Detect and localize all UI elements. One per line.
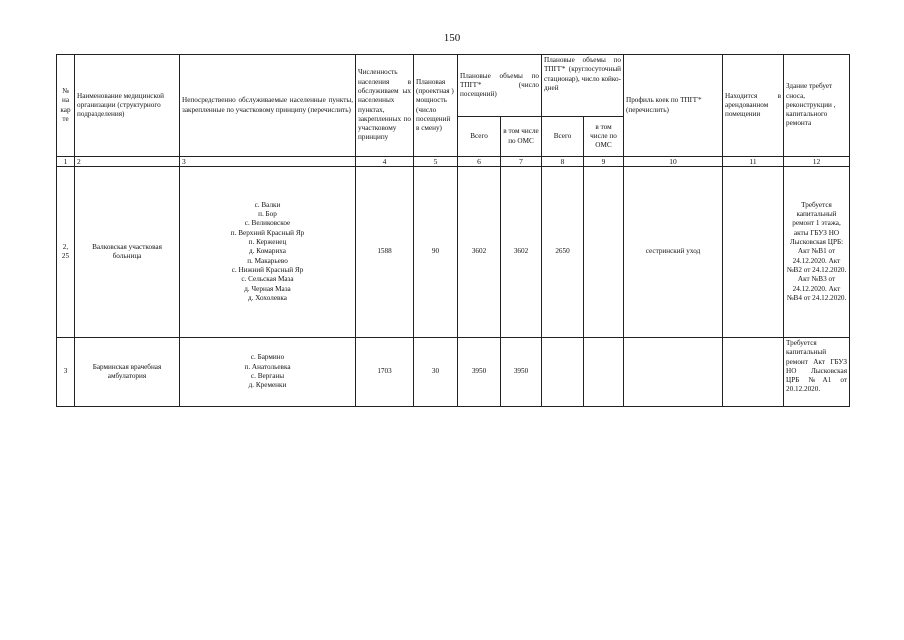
column-number: 3	[180, 157, 356, 167]
column-numbers-row	[57, 157, 850, 167]
settlement: с. Бармино	[250, 353, 285, 362]
settlement: п. Керженец	[248, 238, 287, 247]
column-number: 8	[542, 157, 584, 167]
row-organization: Валковская участковая больница	[75, 167, 180, 338]
settlement: с. Великовское	[244, 219, 291, 228]
row-repair: Требуется капитальный ремонт 1 этажа, акты ГБУЗ НО Лысковская ЦРБ: Акт №В1 от 24.12.2020. Акт №В2 от 24.12.2020. Акт №В3 от 24.12.2020. Акт №В4 от 24.12.2020.	[784, 167, 850, 338]
settlement: с. Валки	[254, 200, 281, 209]
row-population: 1703	[356, 338, 414, 407]
row-rented	[723, 167, 784, 338]
settlement: п. Анатольевка	[244, 362, 291, 371]
row-num: 3	[57, 338, 75, 407]
settlement: п. Бор	[258, 210, 277, 219]
settlement: с. Сельская Маза	[241, 275, 294, 284]
header-beds-total: Всего	[542, 117, 584, 157]
row-population: 1588	[356, 167, 414, 338]
settlement: д. Хохолевка	[248, 293, 287, 302]
column-number: 9	[584, 157, 624, 167]
row-beds-total: 2650	[542, 167, 584, 338]
row-settlements	[180, 338, 356, 407]
column-number: 11	[723, 157, 784, 167]
header-population: Численность населения в обслуживаем ых населенных пунктах, закрепленных по участковому принципу	[356, 55, 414, 157]
settlement: п. Макарьево	[247, 256, 288, 265]
row-num: 2, 25	[57, 167, 75, 338]
header-row-1	[57, 55, 850, 117]
column-number: 5	[414, 157, 458, 167]
row-capacity: 90	[414, 167, 458, 338]
row-bed-profile	[624, 338, 723, 407]
row-repair: Требуется капитальный ремонт Акт ГБУЗ НО Лысковская ЦРБ №А1 от 20.12.2020.	[784, 338, 850, 407]
row-beds-total	[542, 338, 584, 407]
row-bed-profile: сестринский уход	[624, 167, 723, 338]
header-building-repair: Здание требует сноса, реконструкции , капитального ремонта	[784, 55, 850, 157]
header-num: № на кар те	[57, 55, 75, 157]
settlement: с. Нижний Красный Яр	[231, 265, 304, 274]
row-beds-oms	[584, 167, 624, 338]
row-capacity: 30	[414, 338, 458, 407]
row-beds-oms	[584, 338, 624, 407]
row-visits-total: 3602	[458, 167, 501, 338]
header-rented-premises: Находится в арендованном помещении	[723, 55, 784, 157]
header-settlements: Непосредственно обслуживаемые населенные пункты, закрепленные по участковому принципу (перечислить)	[180, 55, 356, 157]
row-visits-oms: 3950	[501, 338, 542, 407]
settlement: с. Верганы	[250, 372, 285, 380]
row-organization: Барминская врачебная амбулатория	[75, 338, 180, 407]
header-visits-oms: в том числе по ОМС	[501, 117, 542, 157]
medical-organizations-table	[56, 54, 850, 407]
table-row	[57, 338, 850, 407]
row-rented	[723, 338, 784, 407]
row-settlements	[180, 167, 356, 338]
column-number: 2	[75, 157, 180, 167]
column-number: 1	[57, 157, 75, 167]
row-visits-oms: 3602	[501, 167, 542, 338]
header-capacity: Плановая (проектная ) мощность (число посещений в смену)	[414, 55, 458, 157]
header-bed-profile: Профиль коек по ТПГГ* (перечислить)	[624, 55, 723, 157]
header-planned-visits: Плановые объемы по ТПГГ* (число посещений)	[458, 55, 542, 117]
column-number: 12	[784, 157, 850, 167]
header-visits-total: Всего	[458, 117, 501, 157]
header-planned-bed-days: Плановые объемы по ТПГГ* (круглосуточный стационар), число койко-дней	[542, 55, 624, 117]
settlement: д. Черная Маза	[244, 284, 291, 293]
page-number: 150	[443, 32, 461, 44]
settlement: п. Верхний Красный Яр	[230, 228, 305, 237]
header-beds-oms: в том числе по ОМС	[584, 117, 624, 157]
settlement: д. Кременки	[248, 381, 287, 390]
column-number: 4	[356, 157, 414, 167]
row-visits-total: 3950	[458, 338, 501, 407]
settlement: д. Комариха	[249, 247, 286, 256]
column-number: 10	[624, 157, 723, 167]
table-row	[57, 167, 850, 338]
header-organization: Наименование медицинской организации (структурного подразделения)	[75, 55, 180, 157]
column-number: 6	[458, 157, 501, 167]
column-number: 7	[501, 157, 542, 167]
